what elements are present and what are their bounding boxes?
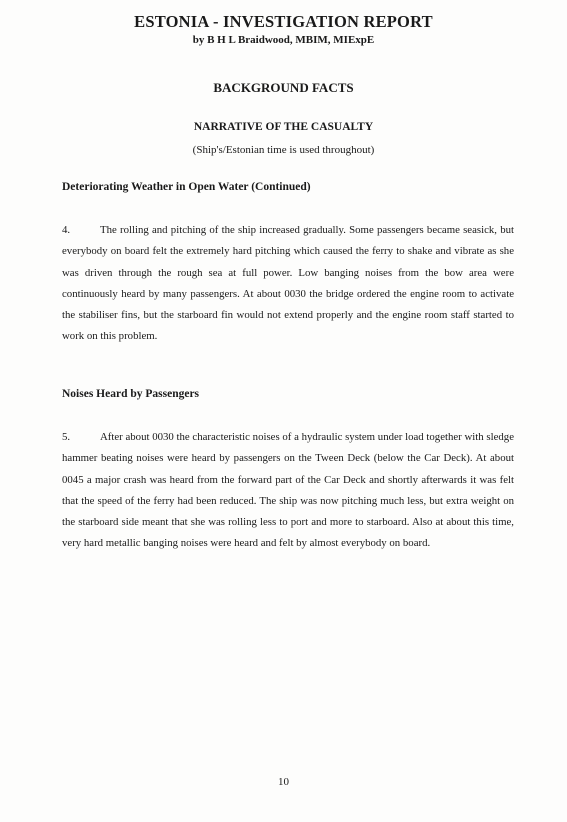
paragraph-text: After about 0030 the characteristic noises of a hydraulic system under load together with sledge hammer beating noises were heard by passengers on the Tween Deck (below the Car Deck). At about 0045 a major crash was heard from the forward part of the Car Deck and shortly afterwards it was felt that the speed of the ferry had been reduced. The ship was now pitching much less, but extra weight on the starboard side meant that she was rolling less to port and more to starboard. Also at about this time, very hard metallic banging noises were heard and felt by almost everybody on board.: [62, 431, 514, 550]
paragraph-4: [62, 220, 514, 348]
paragraph-text: The rolling and pitching of the ship increased gradually. Some passengers became seasick, but everybody on board felt the extremely hard pitching which caused the ferry to shake and vibrate as she was driven through the rough sea at full power. Low banging noises from the bow area were continuously heard by many passengers. At about 0030 the bridge ordered the engine room to activate the stabiliser fins, but the starboard fin would not extend properly and the engine room staff started to work on this problem.: [62, 224, 514, 343]
author-byline: by B H L Braidwood, MBIM, MIExpE: [192, 34, 375, 46]
heading-weather: Deteriorating Weather in Open Water (Continued): [62, 181, 311, 193]
section-heading: BACKGROUND FACTS: [213, 80, 354, 95]
report-title: ESTONIA - INVESTIGATION REPORT: [134, 12, 433, 31]
paragraph-number: 5.: [62, 431, 71, 443]
time-note: (Ship's/Estonian time is used throughout): [192, 144, 375, 156]
paragraph-number: 4.: [62, 224, 71, 236]
heading-noises: Noises Heard by Passengers: [62, 388, 200, 400]
paragraph-5: [62, 427, 514, 555]
page-number: 10: [278, 776, 289, 788]
subsection-heading: NARRATIVE OF THE CASUALTY: [193, 121, 374, 133]
